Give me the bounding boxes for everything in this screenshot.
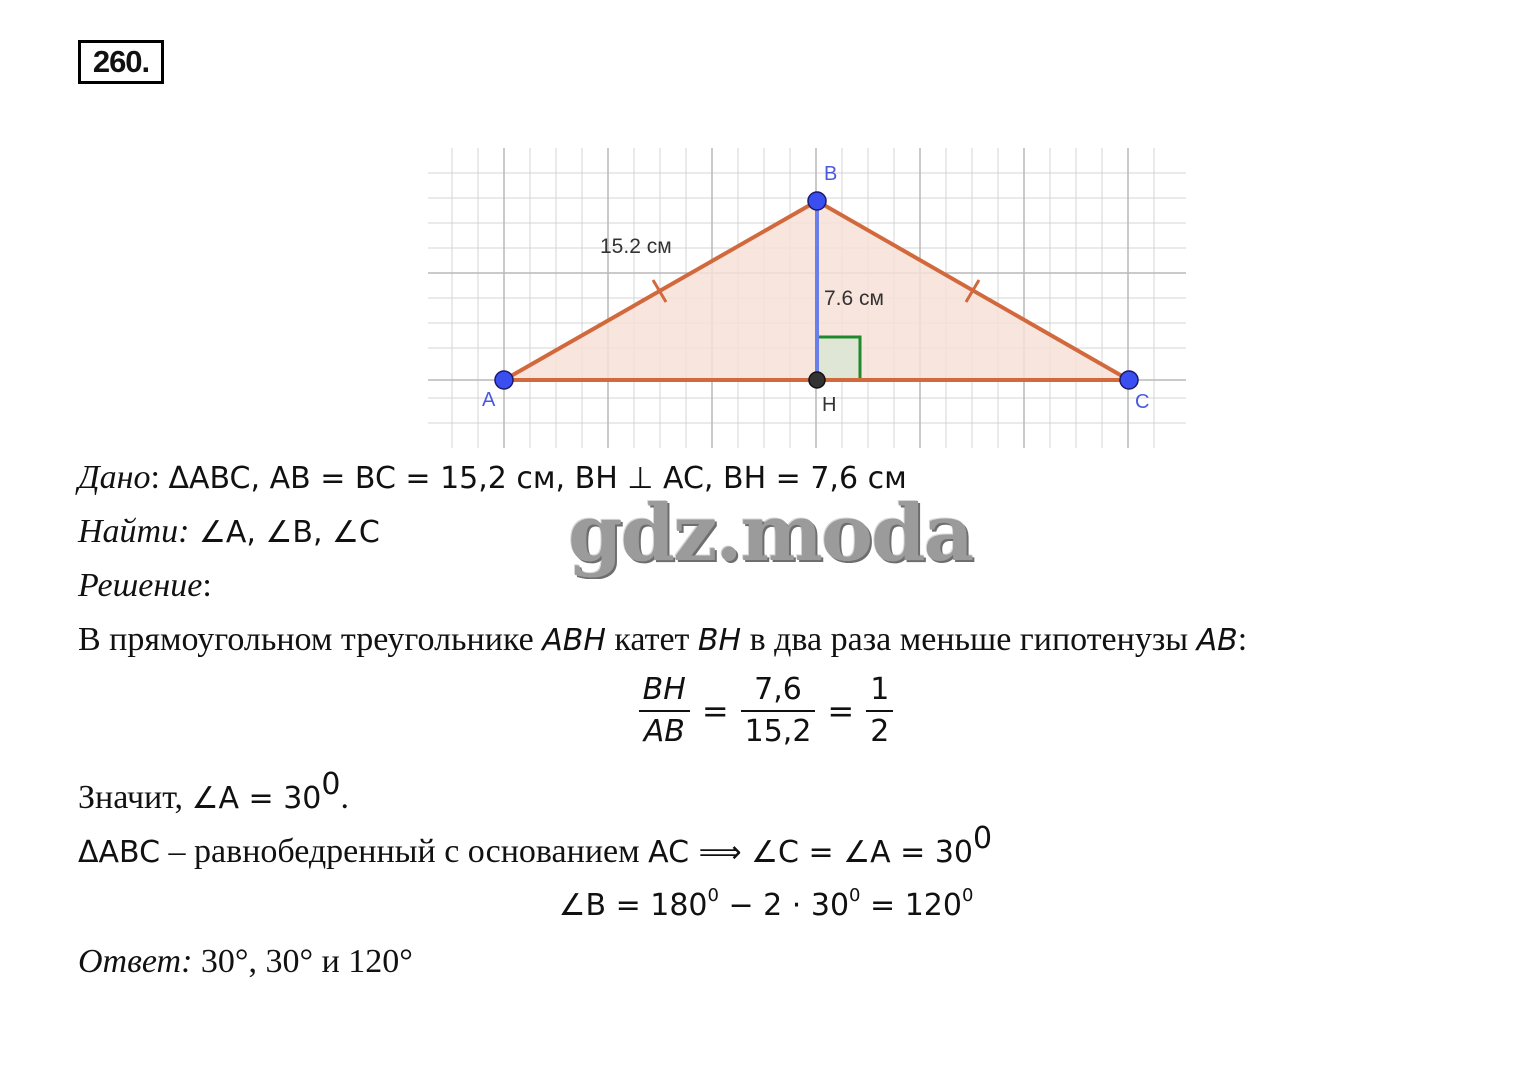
solution-text-2 [78,767,349,819]
line1-text-a: В прямоугольном треугольнике [78,621,543,658]
line4-sup-b: 0 [849,885,861,906]
answer-line [78,942,413,982]
line1-text-d: : [1237,621,1248,658]
line3-math-angles: AC ⟹ ∠C = ∠A = 30 [648,835,973,870]
line4-math-b: − 2 · 30 [718,888,850,923]
line3-math-triangle: ΔABC [78,835,161,870]
line1-math-bh: BH [697,623,742,658]
line2-period: . [340,779,349,816]
label-h: H [822,394,837,416]
answer-label: Ответ: [78,943,193,980]
answer-text: 30°, 30° и 120° [192,943,413,980]
line2-math: ∠A = 30 [191,781,322,816]
given-colon: : [150,459,169,496]
solution-line [78,566,212,606]
point-c [1120,371,1138,389]
line4-math-c: = 120 [860,888,962,923]
solution-colon: : [202,567,212,604]
equals-sign-2: = [827,692,855,730]
line4-sup-c: 0 [961,885,974,906]
fraction-values [741,670,816,752]
solution-label: Решение [78,567,203,604]
find-line [78,512,380,553]
line3-text: – равнобедренный с основанием [160,833,649,870]
fraction-3-numerator: 1 [870,672,890,707]
ratio-equation [0,670,1532,752]
line1-text-b: катет [605,621,698,658]
label-a: A [482,389,496,411]
fraction-1-numerator: BH [642,672,686,707]
line1-math-abh: ABH [542,623,606,658]
fraction-1-denominator: AB [643,714,685,749]
equals-sign-1: = [701,692,729,730]
fraction-3-denominator: 2 [870,714,890,749]
line2-text: Значит, [78,779,192,816]
line2-sup: 0 [321,767,341,802]
right-angle-mark [817,337,860,380]
fraction-bh-ab [639,670,690,752]
fraction-2-numerator: 7,6 [754,672,802,707]
line1-text-c: в два раза меньше гипотенузы [741,621,1197,658]
fraction-2-denominator: 15,2 [744,714,812,749]
find-label: Найти: [78,513,190,550]
triangle-figure [428,148,1186,448]
point-h [809,372,825,388]
given-math: ΔABC, AB = BC = 15,2 см, BH ⊥ AC, BH = 7,6 см [168,461,907,496]
label-bh-length: 7.6 см [824,287,884,310]
problem-number: 260. [78,40,164,84]
label-c: C [1135,391,1150,413]
angle-b-equation [0,886,1532,926]
fraction-half [866,670,893,752]
solution-text-1 [78,620,1247,661]
triangle-drawing [428,148,1186,448]
line4-sup-a: 0 [707,885,719,906]
line1-math-ab: AB [1196,623,1238,658]
point-b [808,192,826,210]
watermark: gdz.moda [568,488,973,579]
point-a [495,371,513,389]
given-label: Дано [78,459,151,496]
line4-math-a: ∠B = 180 [558,888,708,923]
solution-text-3 [78,821,993,873]
line3-sup: 0 [973,821,993,856]
find-math: ∠A, ∠B, ∠C [189,515,380,550]
label-b: B [824,163,838,185]
label-ab-length: 15.2 см [600,235,672,258]
